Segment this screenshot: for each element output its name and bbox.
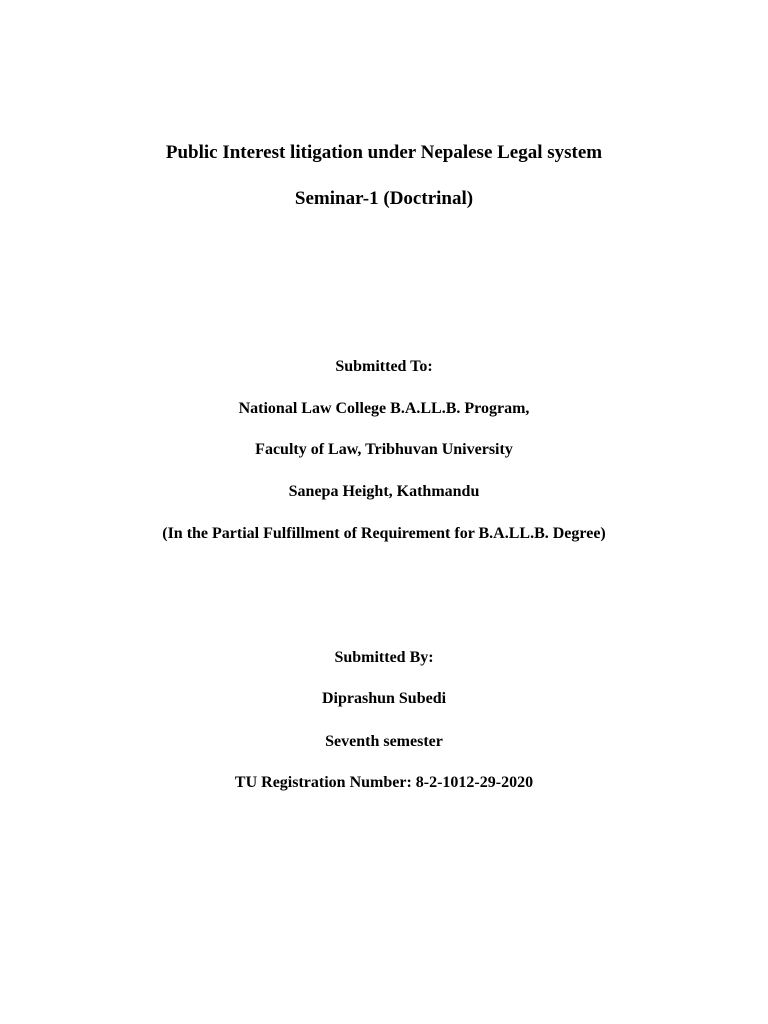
institution-address: Sanepa Height, Kathmandu [288, 483, 480, 500]
document-subtitle: Seminar-1 (Doctrinal) [294, 188, 474, 209]
submitted-by-heading: Submitted By: [334, 649, 434, 666]
author-semester: Seventh semester [325, 733, 443, 750]
document-title: Public Interest litigation under Nepalese Legal system [165, 142, 603, 163]
faculty-name: Faculty of Law, Tribhuvan University [255, 441, 513, 458]
author-name: Diprashun Subedi [321, 690, 447, 707]
submitted-to-heading: Submitted To: [335, 358, 433, 375]
registration-number: TU Registration Number: 8-2-1012-29-2020 [234, 774, 534, 791]
submission-purpose: (In the Partial Fulfillment of Requirement for B.A.LL.B. Degree) [162, 525, 606, 542]
institution-name: National Law College B.A.LL.B. Program, [238, 400, 530, 417]
